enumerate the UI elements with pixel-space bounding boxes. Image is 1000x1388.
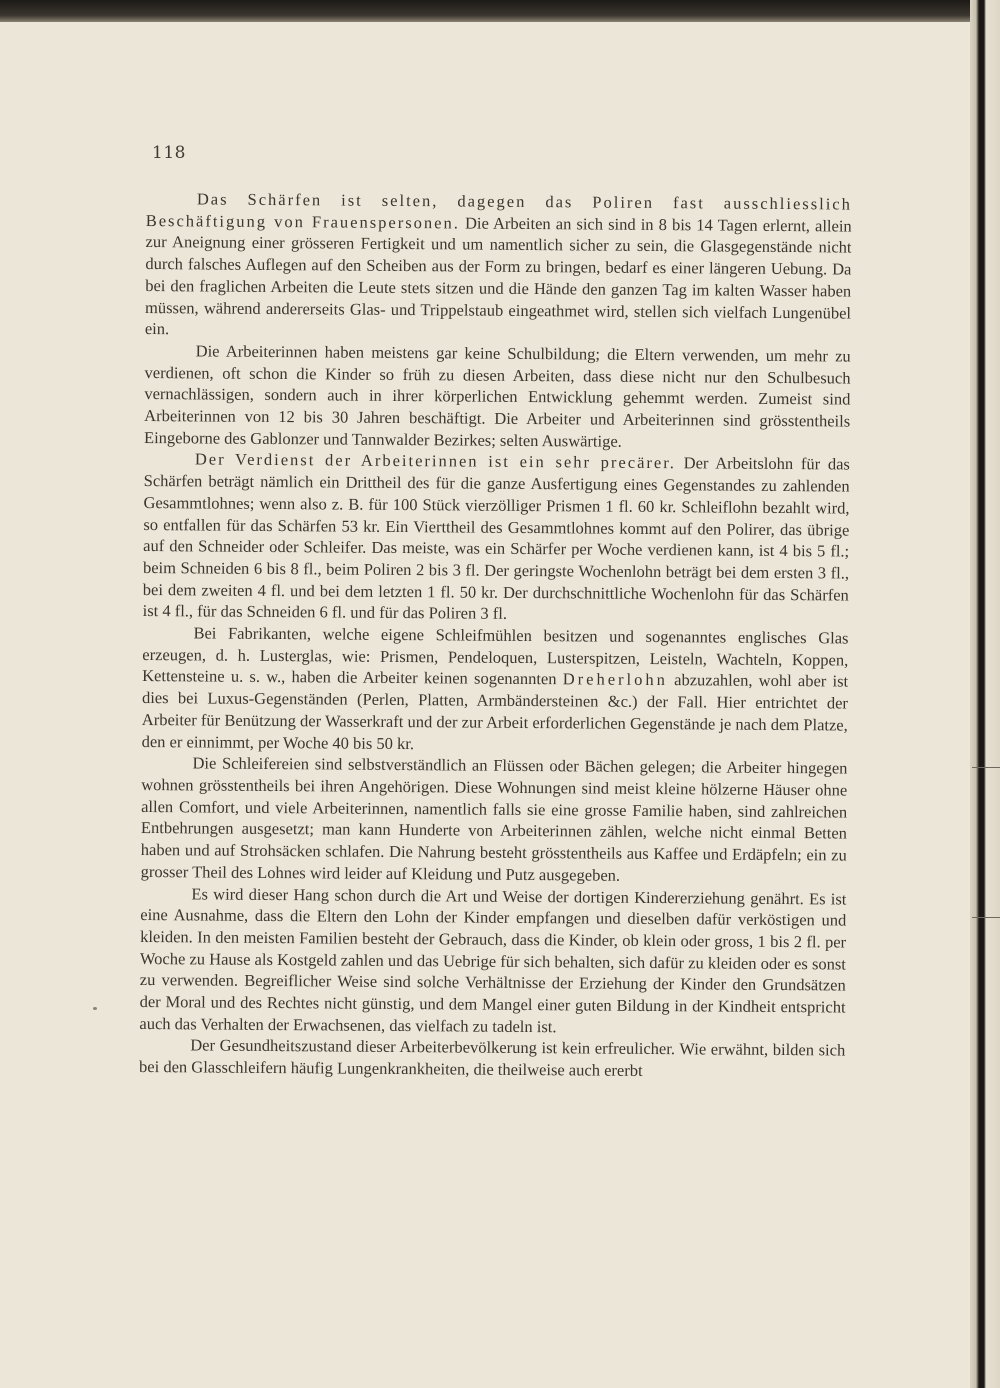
paragraph-3 <box>143 448 850 627</box>
paragraph-lead: Der Verdienst der Arbeiterinnen ist ein sehr precärer. <box>194 449 677 473</box>
spaced-term: Dreherlohn <box>562 669 669 690</box>
paragraph-text-tail: abzuzahlen, wohl aber ist dies bei Luxus-Gegenständen (Perlen, Platten, Armbändersteinen &c.) der Fall. Hier entrichtet der Arbeiter für Benützung der Wasserkraft und der zur Arbeit erforderlichen Gegenstände je nach dem Platze, den er einnimmt, per Woche 40 bis 50 kr. <box>141 670 849 753</box>
paragraph-text: Der Gesundheitszustand dieser Arbeiterbevölkerung ist kein erfreulicher. Wie erwähnt, bilden sich bei den Glasschleifern häufig Lungenkrankheiten, die theilweise auch ererbt <box>139 1035 846 1081</box>
paragraph-text: Es wird dieser Hang schon durch die Art und Weise der dortigen Kindererziehung genährt. Es ist eine Ausnahme, dass die Eltern den Lohn der Kinder empfangen und dieselben dafür verköstigen und kleiden. In den meisten Familien besteht der Gebrauch, dass die Kinder, ob klein oder gross, 1 bis 2 fl. per Woche zu Hause als Kostgeld zahlen und das Uebrige für sich behalten, sich dafür zu kleiden oder es sonst zu verwenden. Begreiflicher Weise sind solche Verhältnisse der Erziehung der Kinder den Grundsätzen der Moral und des Rechtes nicht günstig, und dem Mangel einer guten Bildung in der Kindheit entspricht auch das Verhalten der Erwachsenen, das vielfach zu tadeln ist. <box>139 883 847 1036</box>
paragraph-text: Die Schleifereien sind selbstverständlich an Flüssen oder Bächen gelegen; die Arbeiter hingegen wohnen grösstentheils bei ihren Angehörigen. Diese Wohnungen sind meist kleine hölzerne Häuser ohne allen Comfort, und viele Arbeiterinnen, namentlich falls sie eine grosse Familie haben, sind zahlreichen Entbehrungen ausgesetzt; man kann Hunderte von Arbeiterinnen zählen, welche nicht einmal Betten haben und auf Strohsäcken schlafen. Die Nahrung besteht grösstentheils aus Kaffee und Erdäpfeln; ein zu grosser Theil des Lohnes wird leider auf Kleidung und Putz ausgegeben. <box>140 753 848 885</box>
ink-speck <box>93 1007 97 1010</box>
paragraph-1 <box>145 188 852 345</box>
scan-top-edge <box>0 0 1000 22</box>
book-gutter-edge <box>970 0 1000 1388</box>
paragraph-4 <box>142 622 849 758</box>
paragraph-6 <box>139 882 846 1039</box>
body-text <box>139 188 852 1083</box>
paragraph-text: Der Arbeitslohn für das Schärfen beträgt nämlich ein Drittheil des für die ganze Ausfertigung eines Gegenstandes zu zahlenden Gesammtlohnes; wenn also z. B. für 100 Stück vierzölliger Prismen 1 fl. 60 kr. Schleiflohn bezahlt wird, so entfallen für das Schärfen 53 kr. Ein Vierttheil des Gesammtlohnes kommt auf den Polirer, das übrige auf den Schneider oder Schleifer. Das meiste, was ein Schärfer per Woche verdienen kann, ist 4 bis 5 fl.; beim Schneiden 6 bis 8 fl., beim Poliren 2 bis 3 fl. Der geringste Wochenlohn beträgt bei dem ersten 3 fl., bei dem zweiten 4 fl. und bei dem letzten 1 fl. 50 kr. Der durchschnittliche Wochenlohn für das Schärfen ist 4 fl., für das Schneiden 6 fl. und für das Poliren 3 fl. <box>142 453 850 624</box>
paragraph-2 <box>144 340 851 454</box>
paragraph-text: Bei Fabrikanten, welche eigene Schleifmühlen besitzen und sogenanntes englisches Glas erzeugen, d. h. Lusterglas, wie: Prismen, Pendeloquen, Lusterspitzen, Leisteln, Wachteln, Koppen, Kettensteine u. s. w., haben die Arbeiter keinen sogenannten <box>142 623 849 689</box>
paragraph-text: Die Arbeiten an sich sind in 8 bis 14 Tagen erlernt, allein zur Aneignung einer grösseren Fertigkeit und um namentlich sicher zu sein, die Glasgegenstände nicht durch falsches Auflegen auf den Scheiben aus der Form zu bringen, bedarf es einer längeren Uebung. Da bei den fraglichen Arbeiten die Leute stets sitzen und die Hände den ganzen Tag im kalten Wasser haben müssen, während andererseits Glas- und Trippelstaub eingeathmet wird, stellen sich vielfach Lungenübel ein. <box>144 213 852 339</box>
page-number: 118 <box>152 143 186 163</box>
edge-tick-mark <box>972 767 1000 768</box>
paragraph-lead: Das Schärfen ist selten, dagegen das Poliren fast ausschliesslich Beschäftigung von Frauenspersonen. <box>145 189 852 233</box>
edge-tick-mark <box>972 917 1000 918</box>
paragraph-5 <box>141 752 848 888</box>
paragraph-text: Die Arbeiterinnen haben meistens gar keine Schulbildung; die Eltern verwenden, um mehr zu verdienen, oft schon die Kinder so früh zu diesen Arbeiten, dass diese nicht nur den Schulbesuch vernachlässigen, sondern auch in ihrer körperlichen Entwicklung gehemmt werden. Zumeist sind Arbeiterinnen von 12 bis 30 Jahren beschäftigt. Die Arbeiter und Arbeiterinnen sind grösstentheils Eingeborne des Gablonzer und Tannwalder Bezirkes; selten Auswärtige. <box>143 341 851 451</box>
paragraph-7 <box>139 1034 845 1083</box>
